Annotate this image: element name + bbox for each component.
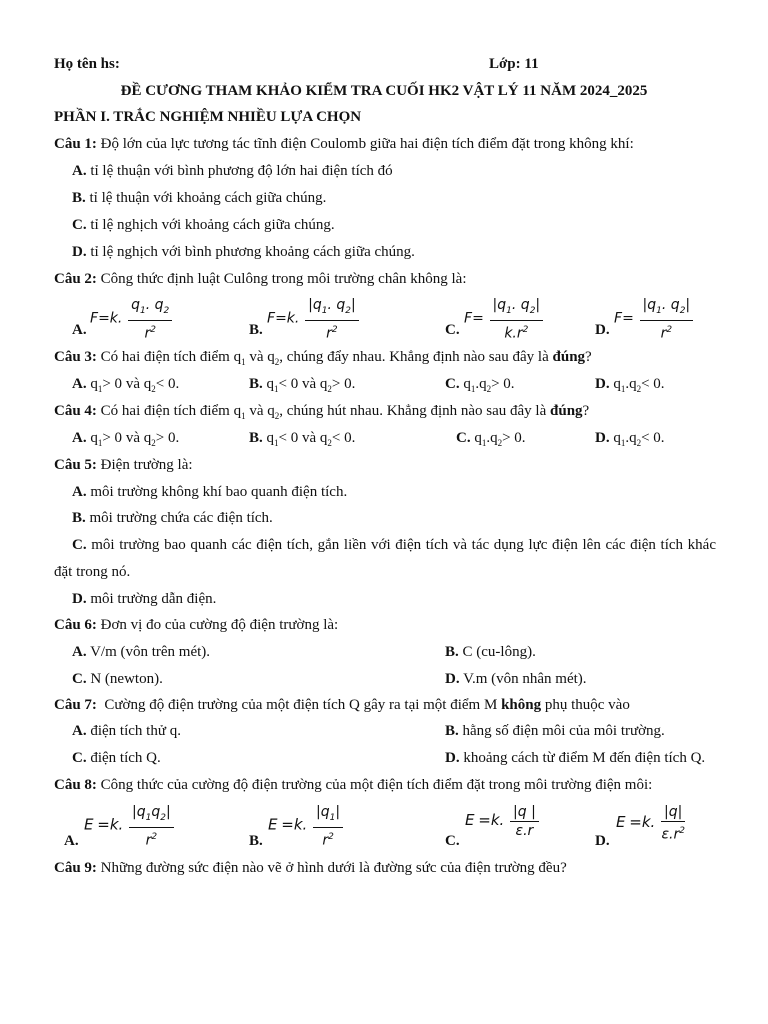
q2-option-d-label: D. <box>595 322 610 338</box>
q4-option-d: D. $q_1.q_2< 0$. <box>595 430 665 448</box>
question-5: Câu 5: Điện trường là: <box>54 457 193 473</box>
question-text: Độ lớn của lực tương tác tĩnh điện Coulomb giữa hai điện tích điểm đặt trong không khí: <box>100 136 634 152</box>
q3-option-b: B. $q_1< 0$ và $q_2> 0$. <box>249 376 356 394</box>
q5-option-c: C. môi trường bao quanh các điện tích, gắn liền với điện tích và tác dụng lực điện lên các điện tích khác <box>72 537 716 553</box>
q3-option-d: D. $q_1.q_2< 0$. <box>595 376 665 394</box>
student-name-label: Họ tên hs: <box>54 56 120 72</box>
q4-option-c: C. $q_1.q_2> 0$. <box>456 430 526 448</box>
q2-formula-d: F= $\frac{|q_1. q_2|}{r^2}$ <box>614 297 693 341</box>
q2-option-b-label: B. <box>249 322 263 338</box>
question-6: Câu 6: Đơn vị đo của cường độ điện trường là: <box>54 617 339 633</box>
q7-option-c: C. điện tích Q. <box>72 750 161 766</box>
q3-option-a: A. $q_1> 0$ và $q_2< 0$. <box>72 376 180 394</box>
question-2: Câu 2: Công thức định luật Culông trong môi trường chân không là: <box>54 271 467 287</box>
q8-option-c-label: C. <box>445 833 460 849</box>
q2-option-c-label: C. <box>445 322 460 338</box>
q1-option-b: B. tỉ lệ thuận với khoảng cách giữa chúng. <box>72 190 327 206</box>
q2-formula-a: F=k. $\frac{q_1. q_2}{r^2}$ <box>90 297 172 341</box>
question-9: Câu 9: Những đường sức điện nào vẽ ở hình dưới là đường sức của điện trường đều? <box>54 860 567 876</box>
q7-option-d: D. khoảng cách từ điểm M đến điện tích Q. <box>445 750 706 766</box>
q4-option-a: A. $q_1> 0$ và $q_2> 0$. <box>72 430 180 448</box>
q5-option-c-cont: đặt trong nó. <box>54 564 131 580</box>
q1-option-a: A. tỉ lệ thuận với bình phương độ lớn hai điện tích đó <box>72 163 393 179</box>
q5-option-d: D. môi trường dẫn điện. <box>72 591 217 607</box>
q8-formula-d: E =k. $\frac{|q|}{\varepsilon.r^2}$ <box>616 804 685 843</box>
q1-option-c: C. tỉ lệ nghịch với khoảng cách giữa chúng. <box>72 217 335 233</box>
q4-option-b: B. $q_1< 0$ và $q_2< 0$. <box>249 430 356 448</box>
q2-formula-b: F=k. $\frac{|q_1. q_2|}{r^2}$ <box>267 297 359 341</box>
q1-option-d: D. tỉ lệ nghịch với bình phương khoảng cách giữa chúng. <box>72 244 415 260</box>
question-7: Câu 7: Cường độ điện trường của một điện tích Q gây ra tại một điểm M không phụ thuộc vào <box>54 697 630 713</box>
q8-formula-b: E =k. $\frac{|q_1|}{r^2}$ <box>268 804 343 848</box>
question-4: Câu 4: Có hai điện tích điểm $q_1$ và $q_2$, chúng hút nhau. Khẳng định nào sau đây là đúng? <box>54 403 590 421</box>
section-heading: PHẦN I. TRẮC NGHIỆM NHIỀU LỰA CHỌN <box>54 109 362 125</box>
q6-option-c: C. N (newton). <box>72 671 163 687</box>
q2-formula-c: F= $\frac{|q_1. q_2|}{k.r^2}$ <box>464 297 543 341</box>
q7-option-b: B. hằng số điện môi của môi trường. <box>445 723 665 739</box>
q8-option-b-label: B. <box>249 833 263 849</box>
q6-option-a: A. V/m (vôn trên mét). <box>72 644 211 660</box>
q7-option-a: A. điện tích thử q. <box>72 723 181 739</box>
q8-formula-c: E =k. $\frac{|q |}{\varepsilon.r}$ <box>465 804 539 839</box>
question-label: Câu 1: <box>54 136 97 152</box>
q3-option-c: C. $q_1.q_2> 0$. <box>445 376 515 394</box>
q5-option-a: A. môi trường không khí bao quanh điện tích. <box>72 484 348 500</box>
q6-option-d: D. V.m (vôn nhân mét). <box>445 671 587 687</box>
question-1 <box>54 135 634 153</box>
q6-option-b: B. C (cu-lông). <box>445 644 536 660</box>
document-title: ĐỀ CƯƠNG THAM KHẢO KIỂM TRA CUỐI HK2 VẬT LÝ 11 NĂM 2024_2025 <box>120 83 648 99</box>
q8-option-d-label: D. <box>595 833 610 849</box>
class-label: Lớp: 11 <box>489 56 539 72</box>
q5-option-b: B. môi trường chứa các điện tích. <box>72 510 273 526</box>
q8-option-a-label: A. <box>64 833 79 849</box>
q8-formula-a: E =k. $\frac{|q_1q_2|}{r^2}$ <box>84 804 174 848</box>
q2-option-a-label: A. <box>72 322 87 338</box>
question-8: Câu 8: Công thức của cường độ điện trường của một điện tích điểm đặt trong môi trường điện môi: <box>54 777 653 793</box>
question-3: Câu 3: Có hai điện tích điểm $q_1$ và $q_2$, chúng đẩy nhau. Khẳng định nào sau đây là đúng? <box>54 349 592 367</box>
